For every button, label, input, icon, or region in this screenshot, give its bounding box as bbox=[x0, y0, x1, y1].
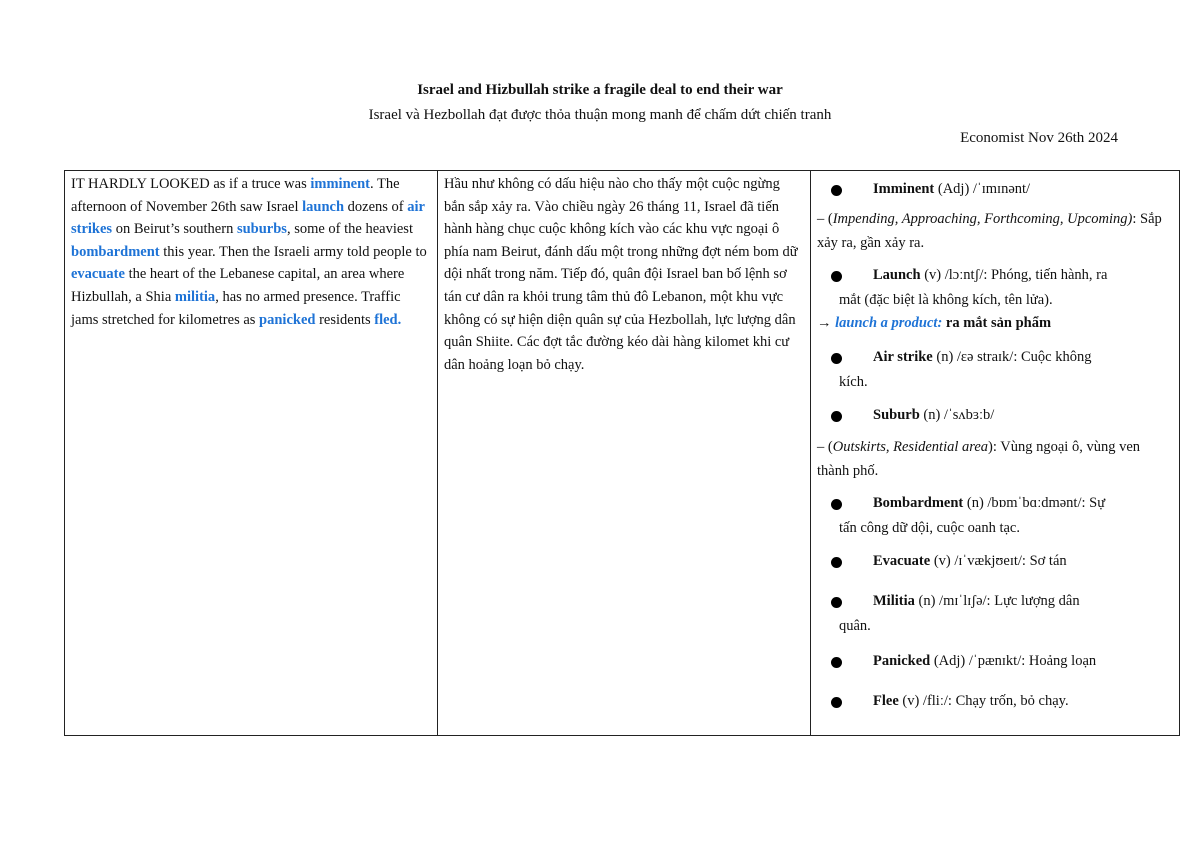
keyword-bombardment: bombardment bbox=[71, 243, 160, 260]
vocab-meaning: Vùng ngoại ô, vùng ven thành phố. bbox=[817, 439, 1141, 479]
vocab-term: Panicked bbox=[873, 653, 931, 669]
vocab-meaning: Lực lượng dân bbox=[994, 593, 1080, 609]
article-title: Israel and Hizbullah strike a fragile deal to end their war bbox=[417, 82, 783, 98]
vocab-pos: (n) /ɛə straɪk/: bbox=[932, 349, 1021, 365]
vocab-term: Imminent bbox=[873, 181, 935, 197]
vocab-pos: (n) /mɪˈlɪʃə/: bbox=[914, 593, 995, 609]
vocab-item-panicked bbox=[817, 647, 1171, 675]
vocab-term: Launch bbox=[873, 267, 921, 283]
bullet-icon bbox=[831, 657, 842, 668]
study-table bbox=[64, 170, 1180, 736]
bullet-icon bbox=[831, 499, 842, 510]
bullet-icon bbox=[831, 185, 842, 196]
synonym-line: – (Impending, Approaching, Forthcoming, Upcoming): Sắp xảy ra, gần xảy ra. bbox=[817, 211, 1162, 251]
english-text: dozens of bbox=[344, 198, 408, 215]
keyword-suburbs: suburbs bbox=[236, 221, 287, 238]
vocab-pos: (Adj) /ˈɪmɪnənt/ bbox=[934, 181, 1031, 197]
english-text: the heart of the Lebanese capital, an area where Hizbullah, a Shia bbox=[71, 266, 405, 305]
vocab-item-launch bbox=[817, 261, 1171, 289]
english-text: , has no armed presence. Traffic jams stretched for kilometres as bbox=[71, 288, 401, 328]
synonyms: Impending, Approaching, Forthcoming, Upcoming) bbox=[832, 211, 1133, 227]
example-phrase-meaning: ra mắt sản phẩm bbox=[942, 315, 1052, 331]
english-text: IT HARDLY LOOKED as if a truce was bbox=[71, 176, 311, 192]
vocab-term: Flee bbox=[873, 693, 899, 709]
english-text: this year. Then the Israeli army told people to bbox=[159, 243, 427, 260]
example-phrase-line bbox=[817, 311, 1171, 335]
keyword-launch: launch bbox=[302, 198, 345, 215]
synonym-line: – (Outskirts, Residential area): Vùng ngoại ô, vùng ven thành phố. bbox=[817, 439, 1141, 479]
vietnamese-text: Hầu như không có dấu hiệu nào cho thấy một cuộc ngừng bắn sắp xảy ra. Vào chiều ngày 26 tháng 11, Israel đã tiến hành hàng chục cuộc không kích vào các khu vực ngoại ô phía nam Beirut, đánh dấu một trong những đợt ném bom dữ dội nhất trong năm. Tiếp đó, quân đội Israel ban bố lệnh sơ tán cư dân ra khỏi trung tâm thủ đô Lebanon, một khu vực không có sự hiện diện quân sự của Hezbollah, lực lượng dân quân Shiite. Các đợt tắc đường kéo dài hàng kilomet khi cư dân hoảng loạn bỏ chạy. bbox=[444, 176, 798, 373]
bullet-icon bbox=[831, 353, 842, 364]
vocab-pos: (n) /ˈsʌbɜːb/ bbox=[919, 407, 995, 423]
vocab-item-bombardment bbox=[817, 489, 1171, 517]
vocabulary-cell bbox=[811, 171, 1180, 736]
vocab-item-air-strike bbox=[817, 343, 1171, 371]
bullet-icon bbox=[831, 557, 842, 568]
english-cell bbox=[65, 171, 438, 736]
vocab-term: Bombardment bbox=[873, 495, 964, 511]
vocab-pos: (v) /lɔːntʃ/: bbox=[920, 267, 992, 283]
vocab-term: Suburb bbox=[873, 407, 920, 423]
vocab-term: Evacuate bbox=[873, 553, 931, 569]
english-text: on Beirut’s southern bbox=[112, 221, 237, 238]
keyword-panicked: panicked bbox=[259, 311, 316, 328]
vocab-term: Air strike bbox=[873, 349, 933, 365]
keyword-imminent: imminent bbox=[310, 176, 370, 192]
bullet-icon bbox=[831, 697, 842, 708]
bullet-icon bbox=[831, 271, 842, 282]
example-phrase: launch a product: bbox=[835, 315, 943, 331]
vocab-pos: (Adj) /ˈpænɪkt/: bbox=[930, 653, 1029, 669]
vocab-pos: (n) /bɒmˈbɑːdmənt/: bbox=[963, 495, 1090, 511]
vietnamese-cell bbox=[438, 171, 811, 736]
bullet-icon bbox=[831, 597, 842, 608]
vocab-item-flee bbox=[817, 687, 1171, 715]
vocab-item-suburb bbox=[817, 401, 1171, 429]
vocab-item-militia bbox=[817, 587, 1171, 615]
vocab-meaning-continued: quân. bbox=[839, 618, 871, 634]
keyword-air-strikes: air strikes bbox=[71, 198, 425, 238]
english-text: . The afternoon of November 26th saw Israel bbox=[71, 176, 400, 215]
vocab-meaning-continued: kích. bbox=[839, 374, 868, 390]
keyword-evacuate: evacuate bbox=[71, 266, 125, 283]
vocab-pos: (v) /fliː/: bbox=[898, 693, 956, 709]
vocab-meaning: Hoảng loạn bbox=[1028, 653, 1097, 669]
table-row bbox=[65, 171, 1180, 736]
keyword-fled: fled. bbox=[374, 311, 402, 328]
vocab-meaning: Phóng, tiến hành, ra bbox=[991, 267, 1108, 283]
vocab-meaning-continued: mắt (đặc biệt là không kích, tên lửa). bbox=[839, 292, 1053, 308]
vocab-meaning: Cuộc không bbox=[1020, 349, 1092, 365]
vocab-list bbox=[817, 175, 1171, 715]
synonyms: Outskirts, Residential area bbox=[832, 439, 989, 455]
vocab-item-imminent bbox=[817, 175, 1171, 203]
keyword-militia: militia bbox=[174, 288, 216, 305]
vocab-item-evacuate bbox=[817, 547, 1171, 575]
source-line: Economist Nov 26th 2024 bbox=[960, 130, 1118, 146]
vocab-pos: (v) /ɪˈvækjʊeɪt/: bbox=[930, 553, 1030, 569]
english-text: , some of the heaviest bbox=[286, 221, 413, 238]
arrow-icon: → bbox=[817, 315, 836, 331]
vocab-term: Militia bbox=[873, 593, 915, 609]
article-subtitle: Israel và Hezbollah đạt được thỏa thuận mong manh để chấm dứt chiến tranh bbox=[368, 107, 832, 123]
vocab-meaning: Sự bbox=[1089, 495, 1106, 511]
vocab-meaning: Sắp xảy ra, gần xảy ra. bbox=[817, 211, 1162, 251]
vocab-meaning: Chạy trốn, bỏ chạy. bbox=[955, 693, 1069, 709]
english-text: residents bbox=[315, 311, 375, 328]
vocab-meaning: Sơ tán bbox=[1029, 553, 1067, 569]
vocab-meaning-continued: tấn công dữ dội, cuộc oanh tạc. bbox=[839, 520, 1020, 536]
bullet-icon bbox=[831, 411, 842, 422]
